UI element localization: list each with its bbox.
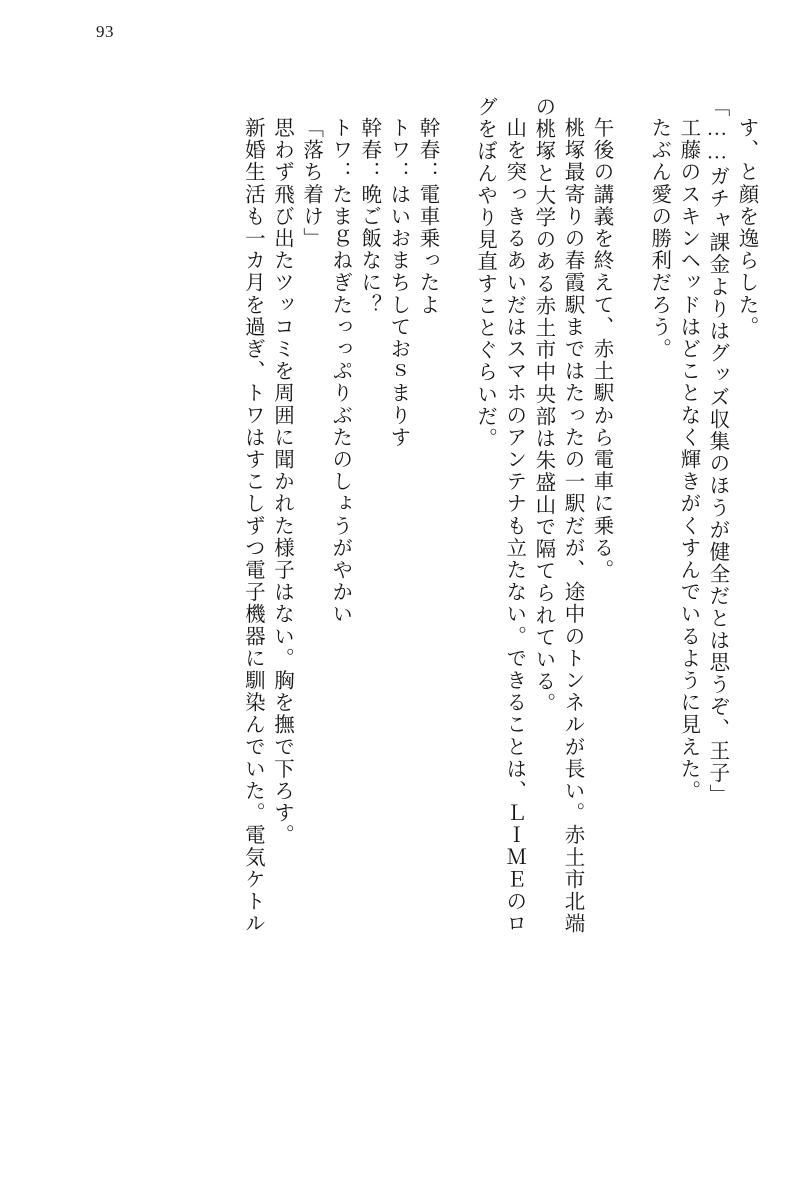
- text-line: 工藤のスキンヘッドはどことなく輝きがくすんでいるように見えた。: [676, 117, 699, 803]
- text-line-blank: [446, 96, 466, 1160]
- text-line: 「落ち着け」: [299, 117, 322, 250]
- text-line: トワ：はいおまちしておｓまりす: [386, 117, 409, 449]
- text-line: トワ：たまｇねぎたっっぷりぶたのしょうがやかい: [328, 117, 351, 626]
- text-line: 思わず飛び出たツッコミを周囲に聞かれた様子はない。胸を撫で下ろす。: [270, 117, 293, 847]
- text-line: 幹春：電車乗ったよ: [415, 117, 438, 316]
- text-line: たぶん愛の勝利だろう。: [647, 117, 670, 361]
- vertical-text-body: [44, 96, 756, 1160]
- text-line: 「……ガチャ課金よりはグッズ収集のほうが健全だとは思うぞ、王子」: [705, 96, 728, 807]
- text-line: の桃塚と大学のある赤土市中央部は朱盛山で隔てられている。: [531, 96, 554, 715]
- text-line-blank: [620, 96, 640, 1160]
- text-line: グをぼんやり見直すことぐらいだ。: [473, 96, 496, 450]
- text-line: 午後の講義を終えて、赤土駅から電車に乗る。: [590, 117, 613, 582]
- text-line: 新婚生活も一カ月を過ぎ、トワはすこしずつ電子機器に馴染んでいた。電気ケトル: [241, 117, 264, 935]
- text-line: す、と顔を逸らした。: [735, 117, 757, 338]
- text-line: 幹春：晩ご飯なに？: [357, 117, 380, 316]
- text-line: 山を突っきるあいだはスマホのアンテナも立たない。できることは、ＬＩＭＥのロ: [502, 117, 525, 935]
- text-line: 桃塚最寄りの春霞駅まではたったの一駅だが、途中のトンネルが長い。赤土市北端: [560, 117, 583, 935]
- page-number: 93: [96, 22, 114, 41]
